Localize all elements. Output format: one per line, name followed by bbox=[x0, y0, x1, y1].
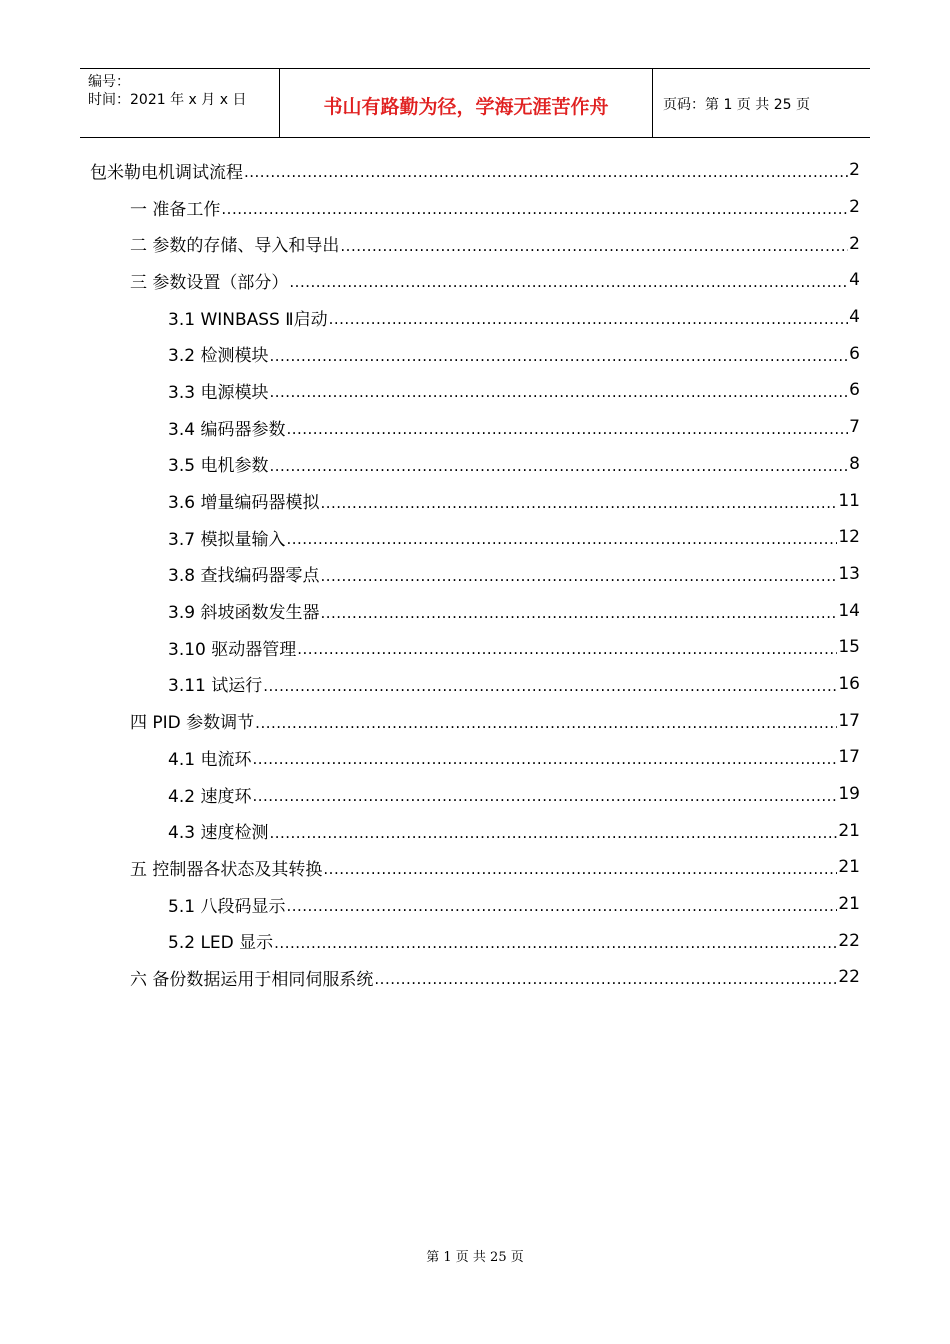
page-header bbox=[80, 68, 870, 138]
toc-entry-page: 12 bbox=[838, 527, 860, 548]
toc-leader-dots bbox=[269, 820, 837, 842]
toc-entry-page: 17 bbox=[838, 747, 860, 768]
page-footer: 第 1 页 共 25 页 bbox=[426, 1250, 524, 1265]
toc-entry-title: 3.4 编码器参数 bbox=[168, 419, 286, 440]
toc-entry-page: 15 bbox=[838, 637, 860, 658]
toc-entry-page: 21 bbox=[838, 857, 860, 878]
toc-entry[interactable] bbox=[90, 225, 860, 262]
toc-entry-title: 3.3 电源模块 bbox=[168, 382, 269, 403]
time-label: 时间：2021 年 x 月 x 日 bbox=[88, 92, 247, 108]
toc-entry-title: 4.1 电流环 bbox=[168, 749, 252, 770]
toc-leader-dots bbox=[221, 196, 848, 218]
toc-entry[interactable] bbox=[90, 776, 860, 813]
toc-entry-page: 2 bbox=[849, 160, 860, 181]
toc-entry-page: 7 bbox=[849, 417, 860, 438]
toc-leader-dots bbox=[263, 673, 837, 695]
toc-entry[interactable] bbox=[90, 959, 860, 996]
toc-entry-page: 19 bbox=[838, 784, 860, 805]
toc-leader-dots bbox=[289, 269, 848, 291]
toc-leader-dots bbox=[244, 159, 848, 181]
toc-leader-dots bbox=[320, 600, 837, 622]
toc-entry-page: 6 bbox=[849, 343, 860, 364]
toc-entry-title: 4.2 速度环 bbox=[168, 786, 252, 807]
toc-entry[interactable] bbox=[90, 849, 860, 886]
toc-entry[interactable] bbox=[90, 152, 860, 189]
toc-entry-page: 2 bbox=[849, 233, 860, 254]
toc-entry-page: 2 bbox=[849, 197, 860, 218]
toc-entry-page: 17 bbox=[838, 710, 860, 731]
toc-entry-title: 3.11 试运行 bbox=[168, 676, 263, 697]
toc-leader-dots bbox=[297, 636, 837, 658]
toc-entry[interactable] bbox=[90, 372, 860, 409]
toc-entry[interactable] bbox=[90, 556, 860, 593]
toc-leader-dots bbox=[286, 893, 837, 915]
toc-entry-title: 4.3 速度检测 bbox=[168, 823, 269, 844]
toc-entry-page: 22 bbox=[838, 967, 860, 988]
toc-entry-title: 5.2 LED 显示 bbox=[168, 933, 274, 954]
toc-entry-title: 3.5 电机参数 bbox=[168, 456, 269, 477]
toc-entry-title: 3.2 检测模块 bbox=[168, 346, 269, 367]
toc-leader-dots bbox=[269, 379, 848, 401]
toc-leader-dots bbox=[286, 526, 837, 548]
toc-leader-dots bbox=[255, 710, 837, 732]
toc-entry-page: 6 bbox=[849, 380, 860, 401]
toc-leader-dots bbox=[374, 966, 837, 988]
toc-entry-title: 3.7 模拟量输入 bbox=[168, 529, 286, 550]
toc-entry[interactable] bbox=[90, 409, 860, 446]
toc-entry-page: 13 bbox=[838, 563, 860, 584]
toc-entry-title: 二 参数的存储、导入和导出 bbox=[130, 236, 340, 257]
toc-entry[interactable] bbox=[90, 666, 860, 703]
toc-entry-title: 3.1 WINBASS Ⅱ启动 bbox=[168, 309, 328, 330]
toc-leader-dots bbox=[286, 416, 848, 438]
toc-entry-title: 四 PID 参数调节 bbox=[130, 713, 255, 734]
toc-entry[interactable] bbox=[90, 262, 860, 299]
toc-entry-title: 3.9 斜坡函数发生器 bbox=[168, 603, 320, 624]
toc-leader-dots bbox=[274, 930, 837, 952]
toc-entry-title: 3.8 查找编码器零点 bbox=[168, 566, 320, 587]
toc-entry-page: 4 bbox=[849, 270, 860, 291]
toc-leader-dots bbox=[329, 306, 849, 328]
toc-entry-page: 16 bbox=[838, 673, 860, 694]
toc-leader-dots bbox=[269, 343, 848, 365]
toc-leader-dots bbox=[340, 233, 848, 255]
toc-entry-page: 11 bbox=[838, 490, 860, 511]
toc-entry-title: 3.6 增量编码器模拟 bbox=[168, 493, 320, 514]
toc-entry[interactable] bbox=[90, 629, 860, 666]
toc-entry[interactable] bbox=[90, 482, 860, 519]
toc-entry-title: 3.10 驱动器管理 bbox=[168, 639, 297, 660]
toc-entry-title: 一 准备工作 bbox=[130, 199, 221, 220]
header-page-info: 页码：第 1 页 共 25 页 bbox=[663, 97, 810, 113]
toc-entry[interactable] bbox=[90, 702, 860, 739]
toc-entry[interactable] bbox=[90, 299, 860, 336]
toc-leader-dots bbox=[269, 453, 848, 475]
toc-entry[interactable] bbox=[90, 519, 860, 556]
toc-entry-title: 六 备份数据运用于相同伺服系统 bbox=[130, 969, 374, 990]
toc-entry-title: 五 控制器各状态及其转换 bbox=[130, 859, 323, 880]
toc-entry-page: 4 bbox=[849, 307, 860, 328]
toc-entry-title: 三 参数设置（部分） bbox=[130, 272, 289, 293]
toc-entry[interactable] bbox=[90, 335, 860, 372]
toc-entry[interactable] bbox=[90, 922, 860, 959]
toc-entry-page: 21 bbox=[838, 820, 860, 841]
toc-entry[interactable] bbox=[90, 446, 860, 483]
toc-entry[interactable] bbox=[90, 812, 860, 849]
header-motto: 书山有路勤为径，学海无涯苦作舟 bbox=[280, 69, 653, 137]
toc-leader-dots bbox=[320, 490, 837, 512]
toc-leader-dots bbox=[320, 563, 837, 585]
toc-entry-title: 包米勒电机调试流程 bbox=[90, 162, 243, 183]
toc-entry[interactable] bbox=[90, 592, 860, 629]
toc-entry-title: 5.1 八段码显示 bbox=[168, 896, 286, 917]
toc-entry[interactable] bbox=[90, 886, 860, 923]
number-label: 编号： bbox=[88, 74, 130, 90]
toc-leader-dots bbox=[252, 783, 837, 805]
toc-leader-dots bbox=[252, 746, 837, 768]
toc-entry-page: 8 bbox=[849, 453, 860, 474]
toc-entry-page: 14 bbox=[838, 600, 860, 621]
toc-entry-page: 21 bbox=[838, 894, 860, 915]
toc-entry-page: 22 bbox=[838, 930, 860, 951]
table-of-contents bbox=[90, 152, 860, 996]
header-meta bbox=[80, 69, 280, 137]
toc-entry[interactable] bbox=[90, 189, 860, 226]
toc-leader-dots bbox=[323, 856, 837, 878]
toc-entry[interactable] bbox=[90, 739, 860, 776]
